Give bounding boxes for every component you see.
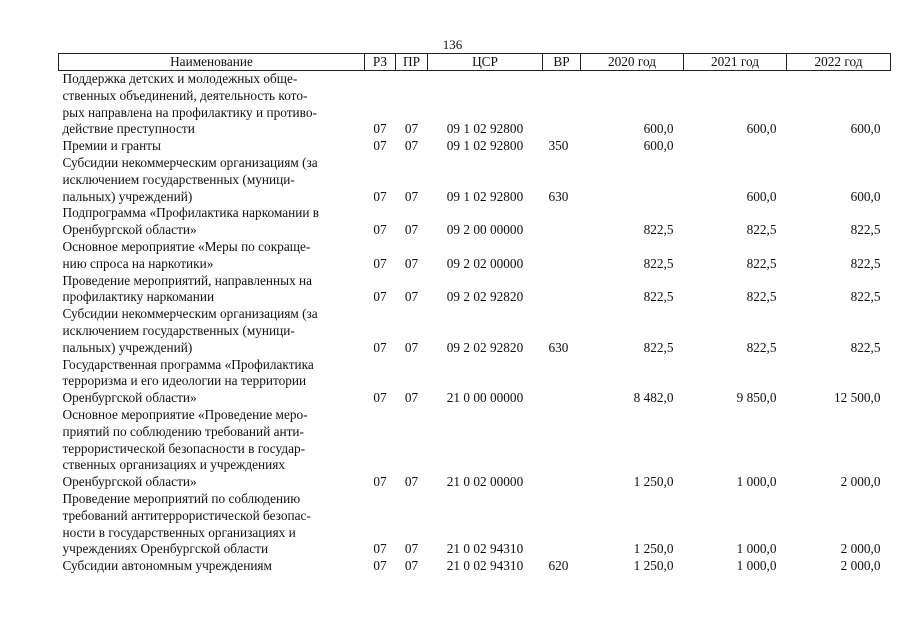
cell-rz: 07 [373,339,387,355]
cell-pr: 07 [404,474,419,490]
cell-2021: 600,0 [746,188,777,204]
cell-2020 [581,155,684,205]
cell-2022: 12 500,0 [833,390,881,406]
cell-2020: 822,5 [643,255,674,271]
cell-2020: 1 250,0 [633,474,674,490]
table-row [59,71,891,139]
cell-2022 [787,138,891,155]
cell-rz: 07 [373,121,387,137]
cell-vr: 630 [548,188,569,204]
cell-2021: 822,5 [746,255,777,271]
header-name: Наименование [59,54,365,71]
cell-2022: 822,5 [850,222,881,238]
cell-2020: 1 250,0 [633,558,674,574]
table-row [59,407,891,491]
cell-pr: 07 [404,121,419,137]
cell-rz: 07 [373,390,387,406]
cell-csr: 09 2 02 92820 [446,339,524,355]
cell-2021: 1 000,0 [736,558,777,574]
budget-table [58,53,891,575]
cell-2021: 822,5 [746,289,777,305]
cell-2020: 822,5 [643,289,674,305]
header-2020: 2020 год [581,54,684,71]
cell-2022: 2 000,0 [840,558,881,574]
cell-csr: 21 0 02 94310 [446,541,524,557]
header-csr: ЦСР [428,54,543,71]
cell-2020: 1 250,0 [633,541,674,557]
table-header-row [59,54,891,71]
cell-name: Субсидии автономным учреждениям [62,558,272,574]
cell-pr: 07 [404,289,419,305]
cell-2022: 822,5 [850,255,881,271]
cell-2022: 600,0 [850,188,881,204]
cell-csr: 09 1 02 92800 [446,138,524,154]
header-2021: 2021 год [684,54,787,71]
cell-2021: 9 850,0 [736,390,777,406]
header-rz: РЗ [365,54,396,71]
cell-csr: 09 1 02 92800 [446,188,524,204]
cell-csr: 09 1 02 92800 [446,121,524,137]
cell-name: Поддержка детских и молодежных обще- ственных объединений, деятельность кото- рых направлена на профилактику и противо- действие преступности [62,71,317,137]
table-row [59,155,891,205]
cell-2021: 822,5 [746,222,777,238]
cell-vr [543,407,581,491]
cell-vr: 350 [548,138,569,154]
table-row [59,491,891,558]
cell-name: Субсидии некоммерческим организациям (за исключением государственных (муници- пальных) учреждений) [62,306,318,355]
cell-vr: 630 [548,339,569,355]
cell-2021: 822,5 [746,339,777,355]
table-row [59,273,891,307]
cell-csr: 09 2 00 00000 [446,222,524,238]
cell-2021: 1 000,0 [736,541,777,557]
cell-csr: 21 0 02 94310 [446,558,524,574]
cell-2020: 600,0 [643,121,674,137]
table-row [59,357,891,407]
cell-name: Проведение мероприятий, направленных на профилактику наркомании [62,272,313,305]
cell-2021: 600,0 [746,121,777,137]
cell-vr [543,273,581,307]
cell-rz: 07 [373,188,387,204]
table-row [59,558,891,575]
cell-pr: 07 [404,188,419,204]
cell-2021 [684,138,787,155]
cell-csr: 09 2 02 92820 [446,289,524,305]
cell-2022: 600,0 [850,121,881,137]
cell-pr: 07 [404,541,419,557]
cell-vr: 620 [548,558,569,574]
cell-name: Проведение мероприятий по соблюдению требований антитеррористической безопас- ности в государственных организациях и учреждениях Оренбургской области [62,490,311,557]
cell-name: Государственная программа «Профилактика терроризма и его идеологии на территории Оренбургской области» [62,356,314,406]
cell-pr: 07 [404,339,419,355]
cell-rz: 07 [373,222,387,238]
cell-2021: 1 000,0 [736,474,777,490]
cell-2022: 2 000,0 [840,474,881,490]
cell-pr: 07 [404,255,419,271]
cell-2022: 822,5 [850,339,881,355]
cell-name: Премии и гранты [62,138,161,154]
cell-rz: 07 [373,541,387,557]
cell-rz: 07 [373,558,387,574]
cell-pr: 07 [404,222,419,238]
header-pr: ПР [396,54,428,71]
cell-csr: 21 0 00 00000 [446,390,524,406]
cell-rz: 07 [373,255,387,271]
cell-name: Субсидии некоммерческим организациям (за исключением государственных (муници- пальных) учреждений) [62,154,318,204]
table-body [59,71,891,575]
cell-csr: 09 2 02 00000 [446,255,524,271]
table-row [59,239,891,273]
cell-rz: 07 [373,289,387,305]
cell-csr: 21 0 02 00000 [446,474,524,490]
page-number: 136 [442,37,463,52]
header-vr: ВР [543,54,581,71]
header-2022: 2022 год [787,54,891,71]
cell-vr [543,357,581,407]
table-row [59,306,891,356]
cell-pr: 07 [404,138,419,154]
cell-rz: 07 [373,474,387,490]
cell-2020: 822,5 [643,339,674,355]
cell-vr [543,71,581,139]
cell-vr [543,205,581,239]
cell-vr [543,491,581,558]
cell-pr: 07 [404,558,419,574]
cell-2020: 8 482,0 [633,390,674,406]
cell-2022: 822,5 [850,289,881,305]
cell-name: Подпрограмма «Профилактика наркомании в Оренбургской области» [62,205,320,238]
cell-2022: 2 000,0 [840,541,881,557]
cell-name: Основное мероприятие «Меры по сокраще- нию спроса на наркотики» [62,238,311,271]
cell-vr [543,239,581,273]
table-row [59,205,891,239]
cell-2020: 600,0 [643,138,674,154]
cell-pr: 07 [404,390,419,406]
cell-rz: 07 [373,138,387,154]
table-row [59,138,891,155]
cell-name: Основное мероприятие «Проведение меро- приятий по соблюдению требований анти- террористической безопасности в государ- ственных организациях и учреждениях Оренбургской области» [62,406,308,490]
cell-2020: 822,5 [643,222,674,238]
